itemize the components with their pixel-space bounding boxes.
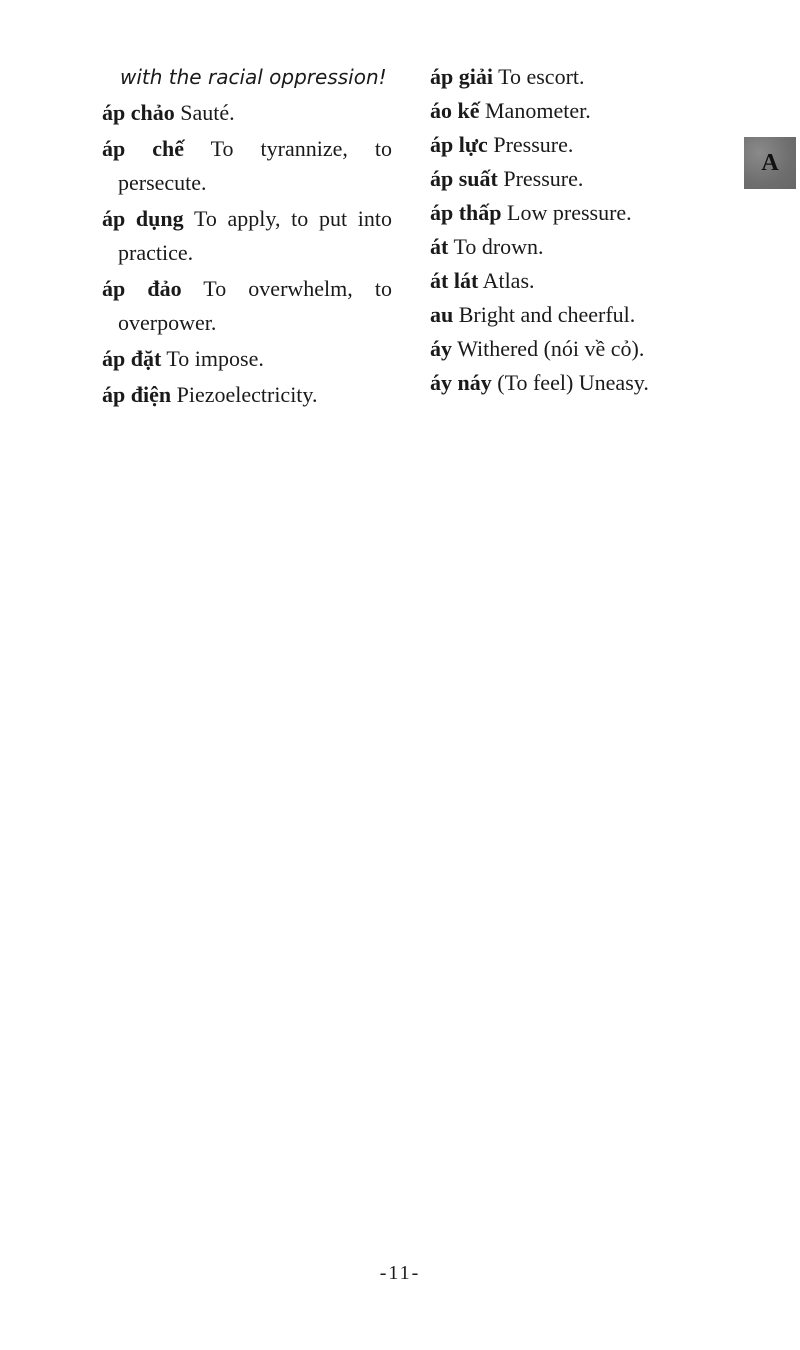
headword: áo kế [430, 98, 480, 123]
definition: Withered (nói về cỏ). [457, 336, 645, 361]
dictionary-entry [102, 96, 392, 130]
dictionary-entry [430, 230, 730, 264]
letter-thumb-tab: A [744, 137, 796, 189]
left-column [102, 60, 392, 414]
definition: Atlas. [482, 268, 535, 293]
headword: áp lực [430, 132, 488, 157]
dictionary-entry [102, 272, 392, 340]
headword: áp đảo [102, 276, 182, 301]
definition: To tyrannize, to persecute. [118, 136, 393, 195]
dictionary-entry [430, 196, 730, 230]
dictionary-entry [102, 342, 392, 376]
headword: áp chế [102, 136, 185, 161]
headword: áy náy [430, 370, 492, 395]
definition: Sauté. [180, 100, 235, 125]
definition: (To feel) Uneasy. [497, 370, 649, 395]
definition: Bright and cheerful. [458, 302, 636, 327]
headword: au [430, 302, 454, 327]
definition: To overwhelm, to overpower. [118, 276, 392, 335]
dictionary-entry [102, 132, 392, 200]
dictionary-entry [430, 128, 730, 162]
dictionary-entry [102, 378, 392, 412]
definition: To impose. [166, 346, 264, 371]
dictionary-entry [430, 162, 730, 196]
continuation-text: with the racial oppression! [120, 65, 387, 89]
headword: áy [430, 336, 452, 361]
definition: To drown. [453, 234, 544, 259]
definition: Low pressure. [507, 200, 632, 225]
definition: Pressure. [493, 132, 574, 157]
dictionary-entry [430, 298, 730, 332]
definition: To escort. [498, 64, 585, 89]
headword: át [430, 234, 449, 259]
dictionary-entry [430, 60, 730, 94]
headword: áp dụng [102, 206, 184, 231]
headword: áp thấp [430, 200, 502, 225]
right-column [430, 60, 730, 400]
definition: Piezoelectricity. [176, 382, 318, 407]
dictionary-entry [430, 264, 730, 298]
definition: Pressure. [503, 166, 584, 191]
definition: Manometer. [485, 98, 591, 123]
headword: áp điện [102, 382, 172, 407]
dictionary-entry [102, 202, 392, 270]
headword: áp chảo [102, 100, 175, 125]
page-number: -11- [379, 1262, 421, 1284]
dictionary-entry [430, 94, 730, 128]
dictionary-entry [430, 366, 730, 400]
headword: áp suất [430, 166, 498, 191]
headword: át lát [430, 268, 479, 293]
definition: To apply, to put into practice. [118, 206, 392, 265]
headword: áp đặt [102, 346, 162, 371]
dictionary-entry [430, 332, 730, 366]
headword: áp giải [430, 64, 493, 89]
